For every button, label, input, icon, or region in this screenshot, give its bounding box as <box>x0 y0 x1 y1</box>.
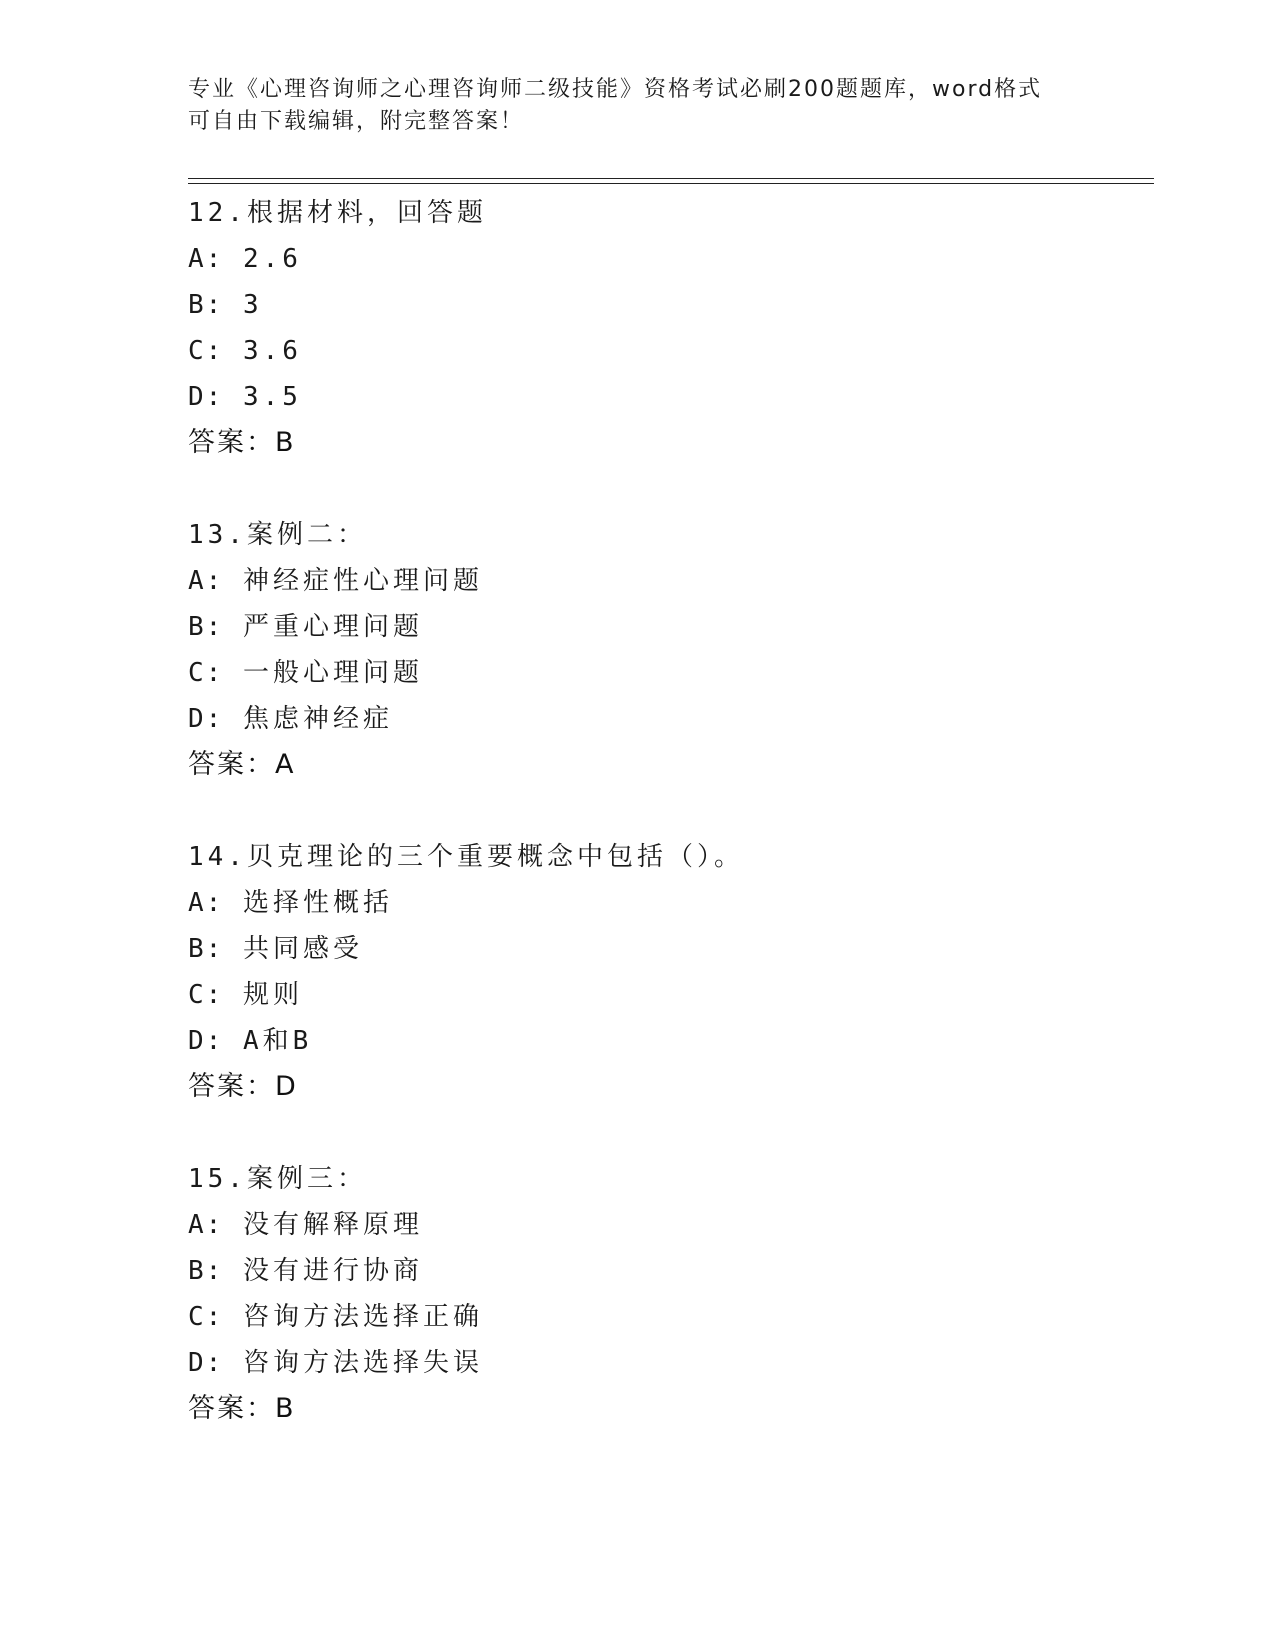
option-a <box>188 236 1148 282</box>
option-a <box>188 558 1148 604</box>
option-text: 焦虑神经症 <box>242 704 393 734</box>
option-label: C: <box>188 658 224 688</box>
option-c <box>188 1294 1148 1340</box>
option-label: D: <box>188 704 224 734</box>
option-label: B: <box>188 934 224 964</box>
question-stem: 13.案例二： <box>188 520 367 550</box>
question-14 <box>188 834 1148 1110</box>
option-text: 咨询方法选择失误 <box>242 1348 483 1378</box>
option-text: 选择性概括 <box>242 888 393 918</box>
option-d <box>188 696 1148 742</box>
option-label: D: <box>188 1026 224 1056</box>
option-label: C: <box>188 1302 224 1332</box>
header-divider-top <box>188 178 1154 179</box>
option-text: 没有进行协商 <box>242 1256 423 1286</box>
option-label: A: <box>188 566 224 596</box>
option-label: D: <box>188 382 224 412</box>
option-text: 神经症性心理问题 <box>242 566 483 596</box>
answer: 答案：B <box>188 1393 296 1424</box>
option-d <box>188 1018 1148 1064</box>
header-line-1: 专业《心理咨询师之心理咨询师二级技能》资格考试必刷200题题库，word格式 <box>188 77 1043 102</box>
option-text: 2.6 <box>242 244 302 274</box>
option-label: A: <box>188 1210 224 1240</box>
option-text: 3.6 <box>242 336 302 366</box>
question-15 <box>188 1156 1148 1432</box>
option-c <box>188 328 1148 374</box>
option-a <box>188 880 1148 926</box>
option-b <box>188 1248 1148 1294</box>
option-d <box>188 1340 1148 1386</box>
header-divider-bottom <box>188 183 1154 184</box>
option-text: 一般心理问题 <box>242 658 423 688</box>
option-label: C: <box>188 336 224 366</box>
option-c <box>188 972 1148 1018</box>
option-label: B: <box>188 612 224 642</box>
option-a <box>188 1202 1148 1248</box>
answer: 答案：D <box>188 1071 298 1102</box>
option-text: A和B <box>242 1026 313 1056</box>
option-text: 严重心理问题 <box>242 612 423 642</box>
question-12 <box>188 190 1148 466</box>
question-13 <box>188 512 1148 788</box>
option-text: 3.5 <box>242 382 302 412</box>
document-header <box>188 74 1088 138</box>
option-text: 没有解释原理 <box>242 1210 423 1240</box>
option-b <box>188 604 1148 650</box>
option-text: 3 <box>242 290 263 320</box>
question-stem: 15.案例三： <box>188 1164 367 1194</box>
answer: 答案：B <box>188 427 296 458</box>
answer: 答案：A <box>188 749 296 780</box>
option-text: 规则 <box>242 980 303 1010</box>
header-line-2: 可自由下载编辑，附完整答案！ <box>188 109 525 134</box>
option-b <box>188 926 1148 972</box>
option-label: A: <box>188 888 224 918</box>
option-text: 咨询方法选择正确 <box>242 1302 483 1332</box>
option-label: A: <box>188 244 224 274</box>
option-d <box>188 374 1148 420</box>
option-label: B: <box>188 290 224 320</box>
question-stem: 12.根据材料，回答题 <box>188 198 487 228</box>
option-label: B: <box>188 1256 224 1286</box>
option-label: D: <box>188 1348 224 1378</box>
option-c <box>188 650 1148 696</box>
option-b <box>188 282 1148 328</box>
option-text: 共同感受 <box>242 934 363 964</box>
option-label: C: <box>188 980 224 1010</box>
question-list <box>188 190 1148 1478</box>
question-stem: 14.贝克理论的三个重要概念中包括（）。 <box>188 842 744 872</box>
